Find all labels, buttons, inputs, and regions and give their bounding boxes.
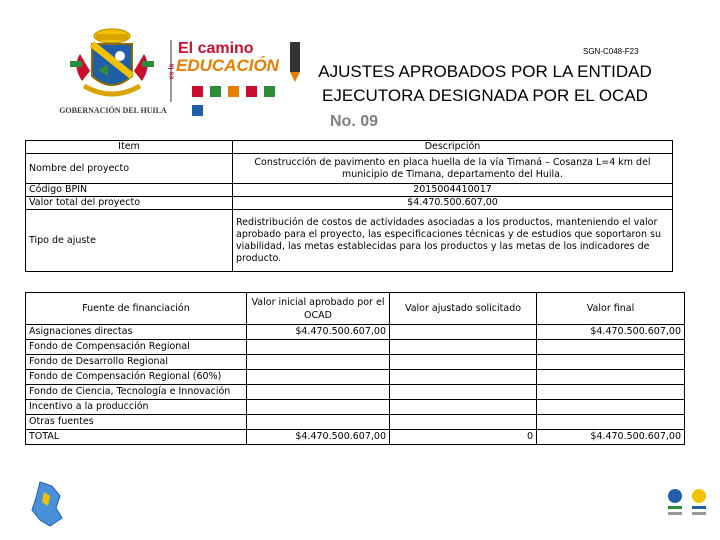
row-label: Valor total del proyecto — [26, 197, 233, 210]
source-cell: Fondo de Compensación Regional — [26, 340, 247, 355]
colombia-map-icon — [26, 480, 66, 528]
table-header-row — [26, 293, 685, 325]
title-line-2: EJECUTORA DESIGNADA POR EL OCAD — [322, 86, 648, 105]
final-cell — [537, 400, 685, 415]
table-row — [26, 340, 685, 355]
source-cell: Asignaciones directas — [26, 325, 247, 340]
document-title — [300, 60, 670, 108]
row-value: 2015004410017 — [233, 184, 673, 197]
initial-cell: $4.470.500.607,00 — [247, 325, 390, 340]
coat-of-arms-icon — [62, 26, 162, 106]
adjusted-cell: 0 — [390, 430, 537, 445]
table-row — [26, 415, 685, 430]
header-source: Fuente de financiación — [26, 293, 247, 325]
logo-line2: EDUCACIÓN — [176, 56, 279, 75]
table-row — [26, 184, 673, 197]
table-row — [26, 370, 685, 385]
adjusted-cell — [390, 370, 537, 385]
table-row — [26, 400, 685, 415]
source-cell: Incentivo a la producción — [26, 400, 247, 415]
source-cell: Otras fuentes — [26, 415, 247, 430]
el-camino-educacion-logo — [170, 40, 302, 102]
final-cell — [537, 340, 685, 355]
bottom-right-logos — [664, 484, 714, 534]
final-cell — [537, 355, 685, 370]
logo-line1: El camino — [178, 40, 254, 57]
logo-icons-row — [192, 82, 288, 96]
adjusted-cell — [390, 355, 537, 370]
header-description: Descripción — [233, 141, 673, 154]
table-row — [26, 197, 673, 210]
final-cell — [537, 415, 685, 430]
final-cell: $4.470.500.607,00 — [537, 430, 685, 445]
initial-cell — [247, 385, 390, 400]
dnp-logo-icon — [666, 486, 684, 522]
table-row — [26, 154, 673, 184]
row-label: Tipo de ajuste — [26, 210, 233, 272]
source-cell: Fondo de Desarrollo Regional — [26, 355, 247, 370]
source-cell: Fondo de Ciencia, Tecnología e Innovación — [26, 385, 247, 400]
form-code: SGN-C048-F23 — [583, 47, 639, 56]
document-number: No. 09 — [330, 113, 379, 130]
project-table — [25, 140, 673, 272]
header-item: Item — [26, 141, 233, 154]
title-line-1: AJUSTES APROBADOS POR LA ENTIDAD — [318, 62, 652, 81]
adjusted-cell — [390, 415, 537, 430]
row-value: Construcción de pavimento en placa huella de la vía Timaná – Cosanza L=4 km del municipio de Timana, departamento del Huila. — [233, 154, 673, 184]
row-label: Código BPIN — [26, 184, 233, 197]
gobernacion-huila-logo — [59, 26, 167, 122]
table-row-total — [26, 430, 685, 445]
source-cell: TOTAL — [26, 430, 247, 445]
adjusted-cell — [390, 340, 537, 355]
final-cell — [537, 385, 685, 400]
table-row — [26, 385, 685, 400]
final-cell — [537, 370, 685, 385]
initial-cell — [247, 400, 390, 415]
row-value: Redistribución de costos de actividades asociadas a los productos, manteniendo el valor aprobado para el proyecto, las especificaciones técnicas y de estudios que soportaron su viabilidad, las metas establecidas para los productos y las metas de los indicadores de producto. — [233, 210, 673, 272]
sgr-logo-icon — [690, 486, 708, 522]
source-cell: Fondo de Compensación Regional (60%) — [26, 370, 247, 385]
final-cell: $4.470.500.607,00 — [537, 325, 685, 340]
adjusted-cell — [390, 385, 537, 400]
table-row — [26, 325, 685, 340]
row-value: $4.470.500.607,00 — [233, 197, 673, 210]
initial-cell — [247, 415, 390, 430]
table-row — [26, 210, 673, 272]
header-final: Valor final — [537, 293, 685, 325]
funding-table — [25, 292, 685, 445]
logo-caption: GOBERNACIÓN DEL HUILA — [59, 106, 167, 115]
initial-cell — [247, 340, 390, 355]
adjusted-cell — [390, 325, 537, 340]
logo-vertical-text: es la — [168, 63, 176, 80]
initial-cell — [247, 355, 390, 370]
table-row — [26, 355, 685, 370]
adjusted-cell — [390, 400, 537, 415]
table-header-row — [26, 141, 673, 154]
header-adjusted: Valor ajustado solicitado — [390, 293, 537, 325]
initial-cell: $4.470.500.607,00 — [247, 430, 390, 445]
header-initial: Valor inicial aprobado por el OCAD — [247, 293, 390, 325]
row-label: Nombre del proyecto — [26, 154, 233, 184]
initial-cell — [247, 370, 390, 385]
